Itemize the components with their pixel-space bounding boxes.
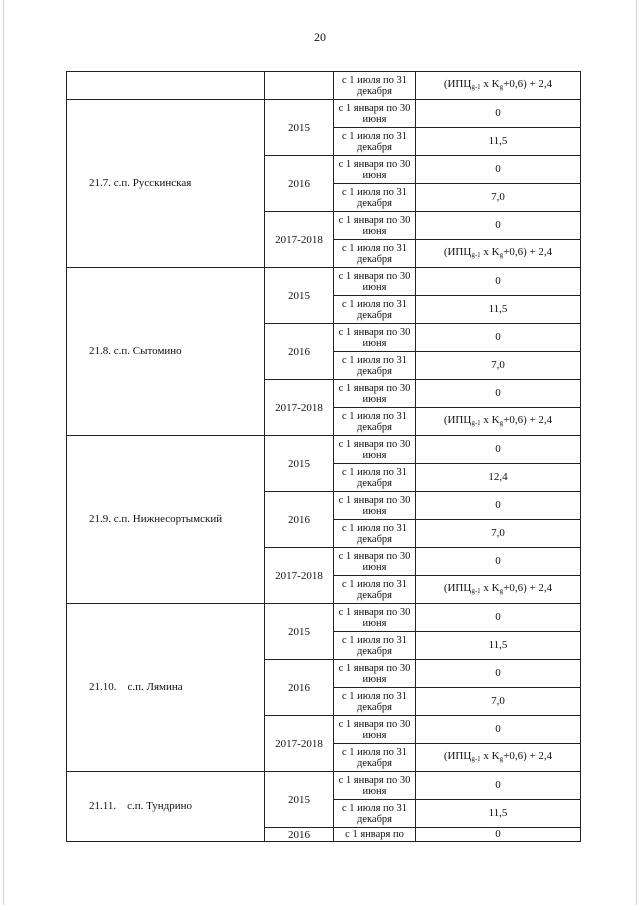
year-cell: 2017-2018 <box>265 548 334 604</box>
page-number: 20 <box>314 30 326 44</box>
year-cell: 2016 <box>265 156 334 212</box>
formula-cell: ($ИПЦ_{g-1}$ x $K_g+0,6) + 2,4$ <box>416 576 581 604</box>
value-cell: 0 <box>416 380 581 408</box>
period-cell: с 1 января по 30 июня <box>334 660 416 688</box>
value-cell: 7,0 <box>416 184 581 212</box>
period-cell: с 1 июля по 31 декабря <box>334 128 416 156</box>
value-cell: 7,0 <box>416 352 581 380</box>
period-cell: с 1 января по 30 июня <box>334 772 416 800</box>
period-cell: с 1 января по 30 июня <box>334 268 416 296</box>
settlement-name: 21.8. с.п. Сытомино <box>67 268 265 436</box>
period-cell: с 1 января по 30 июня <box>334 324 416 352</box>
period-cell: с 1 января по <box>334 828 416 842</box>
value-cell: 0 <box>416 100 581 128</box>
scan-edge-line-left <box>3 0 4 905</box>
formula-cell: ($ИПЦ_{g-1}$ x $K_g+0,6) + 2,4$ <box>416 744 581 772</box>
value-cell: 0 <box>416 772 581 800</box>
settlement-name: 21.11. с.п. Тундрино <box>67 772 265 842</box>
value-cell: 0 <box>416 212 581 240</box>
table-row <box>67 268 581 296</box>
table-row <box>67 72 581 100</box>
period-cell: с 1 января по 30 июня <box>334 380 416 408</box>
table-row <box>67 436 581 464</box>
settlement-name: 21.7. с.п. Русскинская <box>67 100 265 268</box>
formula-cell: ($ИПЦ_{g-1}$ x $K_g+0,6) + 2,4$ <box>416 408 581 436</box>
year-cell: 2016 <box>265 324 334 380</box>
period-cell: с 1 июля по 31 декабря <box>334 632 416 660</box>
period-cell: с 1 июля по 31 декабря <box>334 352 416 380</box>
value-cell: 0 <box>416 828 581 842</box>
year-cell: 2017-2018 <box>265 212 334 268</box>
tariff-table <box>66 71 581 842</box>
period-cell: с 1 июля по 31 декабря <box>334 520 416 548</box>
formula-cell: ($ИПЦ_{g-1}$ x $K_g+0,6) + 2,4$ <box>416 240 581 268</box>
period-cell: с 1 января по 30 июня <box>334 156 416 184</box>
year-cell: 2015 <box>265 100 334 156</box>
table-row <box>67 604 581 632</box>
year-cell: 2016 <box>265 492 334 548</box>
period-cell: с 1 июля по 31 декабря <box>334 296 416 324</box>
period-cell: с 1 июля по 31 декабря <box>334 408 416 436</box>
value-cell: 11,5 <box>416 800 581 828</box>
period-cell: с 1 января по 30 июня <box>334 436 416 464</box>
table-row <box>67 772 581 800</box>
year-cell: 2015 <box>265 604 334 660</box>
period-cell: с 1 июля по 31 декабря <box>334 576 416 604</box>
year-cell: 2015 <box>265 772 334 828</box>
settlement-cell <box>67 72 265 100</box>
value-cell: 7,0 <box>416 688 581 716</box>
value-cell: 0 <box>416 660 581 688</box>
value-cell: 11,5 <box>416 128 581 156</box>
period-cell: с 1 июля по 31 декабря <box>334 800 416 828</box>
value-cell: 11,5 <box>416 632 581 660</box>
year-cell: 2017-2018 <box>265 380 334 436</box>
period-cell: с 1 июля по 31 декабря <box>334 72 416 100</box>
period-cell: с 1 января по 30 июня <box>334 492 416 520</box>
period-cell: с 1 июля по 31 декабря <box>334 184 416 212</box>
year-cell <box>265 72 334 100</box>
value-cell: 0 <box>416 268 581 296</box>
value-cell: 0 <box>416 604 581 632</box>
year-cell: 2017-2018 <box>265 716 334 772</box>
period-cell: с 1 января по 30 июня <box>334 212 416 240</box>
table-row <box>67 100 581 128</box>
year-cell: 2016 <box>265 828 334 842</box>
year-cell: 2016 <box>265 660 334 716</box>
period-cell: с 1 июля по 31 декабря <box>334 240 416 268</box>
value-cell: 0 <box>416 492 581 520</box>
scan-edge-line <box>636 0 637 905</box>
value-cell: 0 <box>416 156 581 184</box>
value-cell: 11,5 <box>416 296 581 324</box>
period-cell: с 1 января по 30 июня <box>334 548 416 576</box>
period-cell: с 1 января по 30 июня <box>334 716 416 744</box>
settlement-name: 21.9. с.п. Нижнесортымский <box>67 436 265 604</box>
formula-cell: ($ИПЦ_{g-1}$ x $K_g+0,6) + 2,4$ <box>416 72 581 100</box>
value-cell: 12,4 <box>416 464 581 492</box>
period-cell: с 1 июля по 31 декабря <box>334 688 416 716</box>
period-cell: с 1 января по 30 июня <box>334 604 416 632</box>
value-cell: 0 <box>416 716 581 744</box>
period-cell: с 1 июля по 31 декабря <box>334 744 416 772</box>
value-cell: 7,0 <box>416 520 581 548</box>
value-cell: 0 <box>416 436 581 464</box>
settlement-name: 21.10. с.п. Лямина <box>67 604 265 772</box>
value-cell: 0 <box>416 324 581 352</box>
year-cell: 2015 <box>265 436 334 492</box>
period-cell: с 1 июля по 31 декабря <box>334 464 416 492</box>
year-cell: 2015 <box>265 268 334 324</box>
value-cell: 0 <box>416 548 581 576</box>
period-cell: с 1 января по 30 июня <box>334 100 416 128</box>
